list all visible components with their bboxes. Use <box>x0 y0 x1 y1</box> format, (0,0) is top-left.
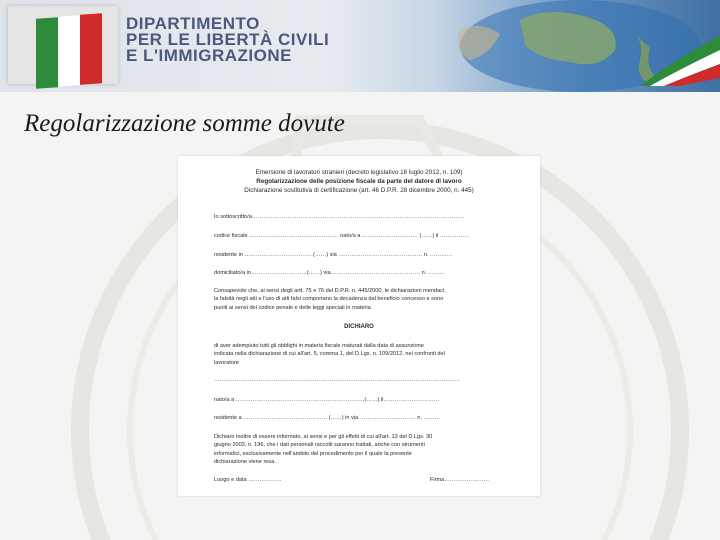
paragraph-adempiuto <box>214 342 510 367</box>
luogo-data-field: Luogo e data ……………… <box>214 477 282 483</box>
italian-flag-logo <box>8 6 118 84</box>
declaration-form-document <box>178 156 540 496</box>
paragraph-line: informatici, esclusivamente nell'ambito del procedimento per il quale la presente <box>214 450 412 457</box>
paragraph-line: Consapevole che, ai sensi degli artt. 75 e 76 del D.P.R. n. 445/2000, le dichiarazioni mendaci, <box>214 288 446 294</box>
form-heading-line-2: Regolarizzazione delle posizione fiscale da parte del datore di lavoro <box>256 178 462 185</box>
paragraph-line: dichiarazione viene resa. <box>214 459 276 466</box>
dept-line-3: E L'IMMIGRAZIONE <box>126 46 292 65</box>
paragraph-line: Dichiaro inoltre di essere informato, ai sensi e per gli effetti di cui all'art. 13 del D.Lgs. 30 <box>214 434 433 440</box>
dept-line-2: PER LE LIBERTÀ CIVILI <box>126 30 330 49</box>
form-field-residente-a: residente a ……………………………………… (……) in via ………………………… n. ……… <box>214 415 441 421</box>
paragraph-privacy <box>214 433 510 467</box>
firma-field: Firma…………………… <box>430 477 490 483</box>
dichiaro-heading: DICHIARO <box>344 324 374 330</box>
department-title <box>126 16 329 64</box>
form-field-sottoscritto: Io sottoscritto/a…………………………………………………………………………………………………… <box>214 214 465 220</box>
paragraph-line: puniti ai sensi del codice penale e delle leggi speciali in materia <box>214 304 371 311</box>
form-heading-line-1: Emersione di lavoratori stranieri (decreto legislativo 16 luglio 2012, n. 109) <box>255 169 463 176</box>
paragraph-consapevole <box>214 287 510 312</box>
paragraph-line: di aver adempiuto tutti gli obblighi in materia fiscale maturati dalla data di assunzione <box>214 343 424 349</box>
paragraph-line: giugno 2003, n. 196, che i dati personali raccolti saranno trattati, anche con strumenti <box>214 442 425 449</box>
form-heading-line-3: Dichiarazione sostitutiva di certificazione (art. 46 D.P.R. 28 dicembre 2000, n. 445) <box>244 187 474 194</box>
paragraph-line: la falsità negli atti e l'uso di atti falsi comportano la decadenza dal beneficio concesso e sono <box>214 296 444 303</box>
form-field-codice-fiscale: codice fiscale ………………………………………… nato/a a ………………………… (……) il ……………. <box>214 233 470 239</box>
paragraph-line: indicata nella dichiarazione di cui all'art. 5, comma 1, del D.Lgs. n. 109/2012, nei confronti del <box>214 351 445 358</box>
header-banner <box>0 0 720 92</box>
form-field-nato: nato/a a ……………………………………………………………(……) il………………………… <box>214 397 440 403</box>
form-heading <box>178 168 540 195</box>
slide-title: Regolarizzazione somme dovute <box>24 110 345 137</box>
form-field-residente: residente in ……………………………… (……) via ……………………………………… n. ………… <box>214 252 453 258</box>
dept-line-1: DIPARTIMENTO <box>126 14 260 33</box>
paragraph-line: lavoratore <box>214 359 239 366</box>
form-field-lavoratore: …………………………………………………………………………………………………………………… <box>214 377 461 383</box>
form-field-domiciliato: domiciliato/a in…………………………(……) via………………………………………… n. ……… <box>214 270 445 276</box>
flag-ribbon-graphic <box>640 16 720 86</box>
